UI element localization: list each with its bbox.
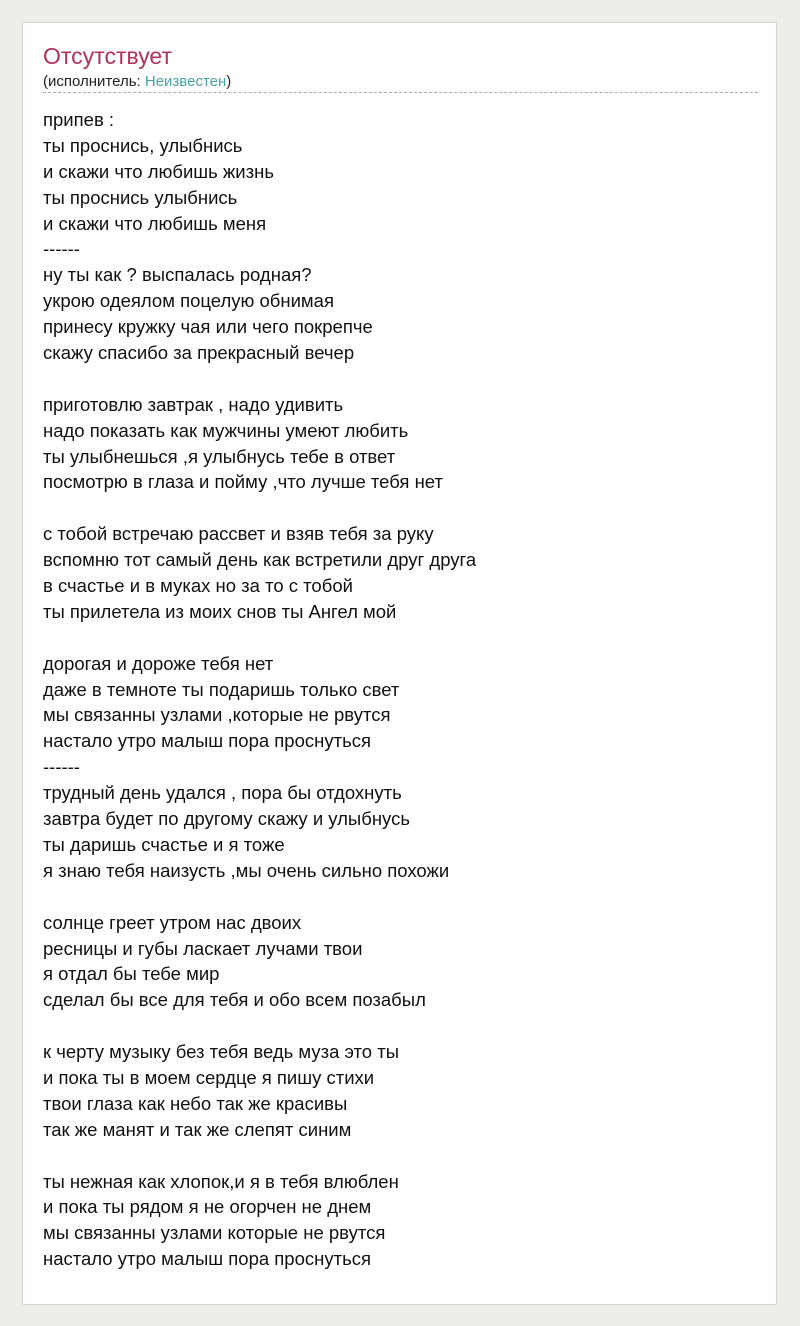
- artist-suffix: ): [226, 73, 232, 90]
- lyric-line: мы связанны узлами ,которые не рвутся: [43, 704, 391, 726]
- lyric-line: ты проснись улыбнись: [43, 186, 238, 208]
- lyric-line: укрою одеялом поцелую обнимая: [43, 290, 334, 312]
- lyric-line: [43, 1013, 476, 1039]
- lyric-line: к черту музыку без тебя ведь муза это ты: [43, 1041, 400, 1063]
- lyric-line: ------: [43, 756, 80, 778]
- lyric-line: припев :: [43, 109, 115, 130]
- lyric-line: сделал бы все для тебя и обо всем позабыл: [43, 989, 426, 1011]
- lyric-line: ну ты как ? выспалась родная?: [43, 264, 312, 286]
- song-title: Отсутствует: [43, 43, 172, 69]
- lyric-line: дорогая и дороже тебя нет: [43, 652, 274, 674]
- lyric-line: надо показать как мужчины умеют любить: [43, 419, 409, 441]
- artist-line: [43, 73, 758, 93]
- lyric-line: [43, 366, 476, 392]
- artist-link[interactable]: Неизвестен: [144, 73, 227, 90]
- lyric-line: [43, 1143, 476, 1169]
- lyric-line: я отдал бы тебе мир: [43, 963, 220, 985]
- lyric-line: и пока ты в моем сердце я пишу стихи: [43, 1066, 375, 1088]
- lyric-line: ты нежная как хлопок,и я в тебя влюблен: [43, 1170, 399, 1192]
- lyric-line: вспомню тот самый день как встретили друг друга: [43, 549, 477, 571]
- lyric-line: настало утро малыш пора проснуться: [43, 1248, 371, 1270]
- lyric-line: ты даришь счастье и я тоже: [43, 833, 285, 855]
- lyrics-card: [22, 22, 777, 1305]
- lyric-line: ты проснись, улыбнись: [43, 134, 243, 156]
- lyrics-text: [43, 107, 476, 1272]
- lyric-line: ресницы и губы ласкает лучами твои: [43, 937, 363, 959]
- lyric-line: [43, 884, 476, 910]
- lyric-line: и скажи что любишь меня: [43, 212, 267, 234]
- lyric-line: я знаю тебя наизусть ,мы очень сильно похожи: [43, 859, 450, 881]
- lyric-line: завтра будет по другому скажу и улыбнусь: [43, 808, 410, 830]
- artist-prefix: (исполнитель:: [43, 73, 145, 90]
- lyric-line: [43, 625, 476, 651]
- lyric-line: ты прилетела из моих снов ты Ангел мой: [43, 600, 397, 622]
- lyric-line: принесу кружку чая или чего покрепче: [43, 316, 373, 338]
- lyric-line: даже в темноте ты подаришь только свет: [43, 678, 400, 700]
- lyric-line: ------: [43, 238, 80, 260]
- lyric-line: солнце греет утром нас двоих: [43, 911, 302, 933]
- lyric-line: с тобой встречаю рассвет и взяв тебя за руку: [43, 523, 434, 545]
- lyric-line: в счастье и в муках но за то с тобой: [43, 575, 353, 597]
- lyric-line: трудный день удался , пора бы отдохнуть: [43, 782, 402, 804]
- lyric-line: посмотрю в глаза и пойму ,что лучше тебя нет: [43, 471, 443, 493]
- lyric-line: мы связанны узлами которые не рвутся: [43, 1222, 386, 1244]
- lyric-line: [43, 495, 476, 521]
- lyric-line: приготовлю завтрак , надо удивить: [43, 393, 344, 415]
- lyric-line: и пока ты рядом я не огорчен не днем: [43, 1196, 372, 1218]
- lyric-line: скажу спасибо за прекрасный вечер: [43, 342, 355, 364]
- lyric-line: настало утро малыш пора проснуться: [43, 730, 371, 752]
- lyric-line: ты улыбнешься ,я улыбнусь тебе в ответ: [43, 445, 396, 467]
- lyric-line: так же манят и так же слепят синим: [43, 1118, 352, 1140]
- lyric-line: и скажи что любишь жизнь: [43, 160, 274, 182]
- lyric-line: твои глаза как небо так же красивы: [43, 1092, 348, 1114]
